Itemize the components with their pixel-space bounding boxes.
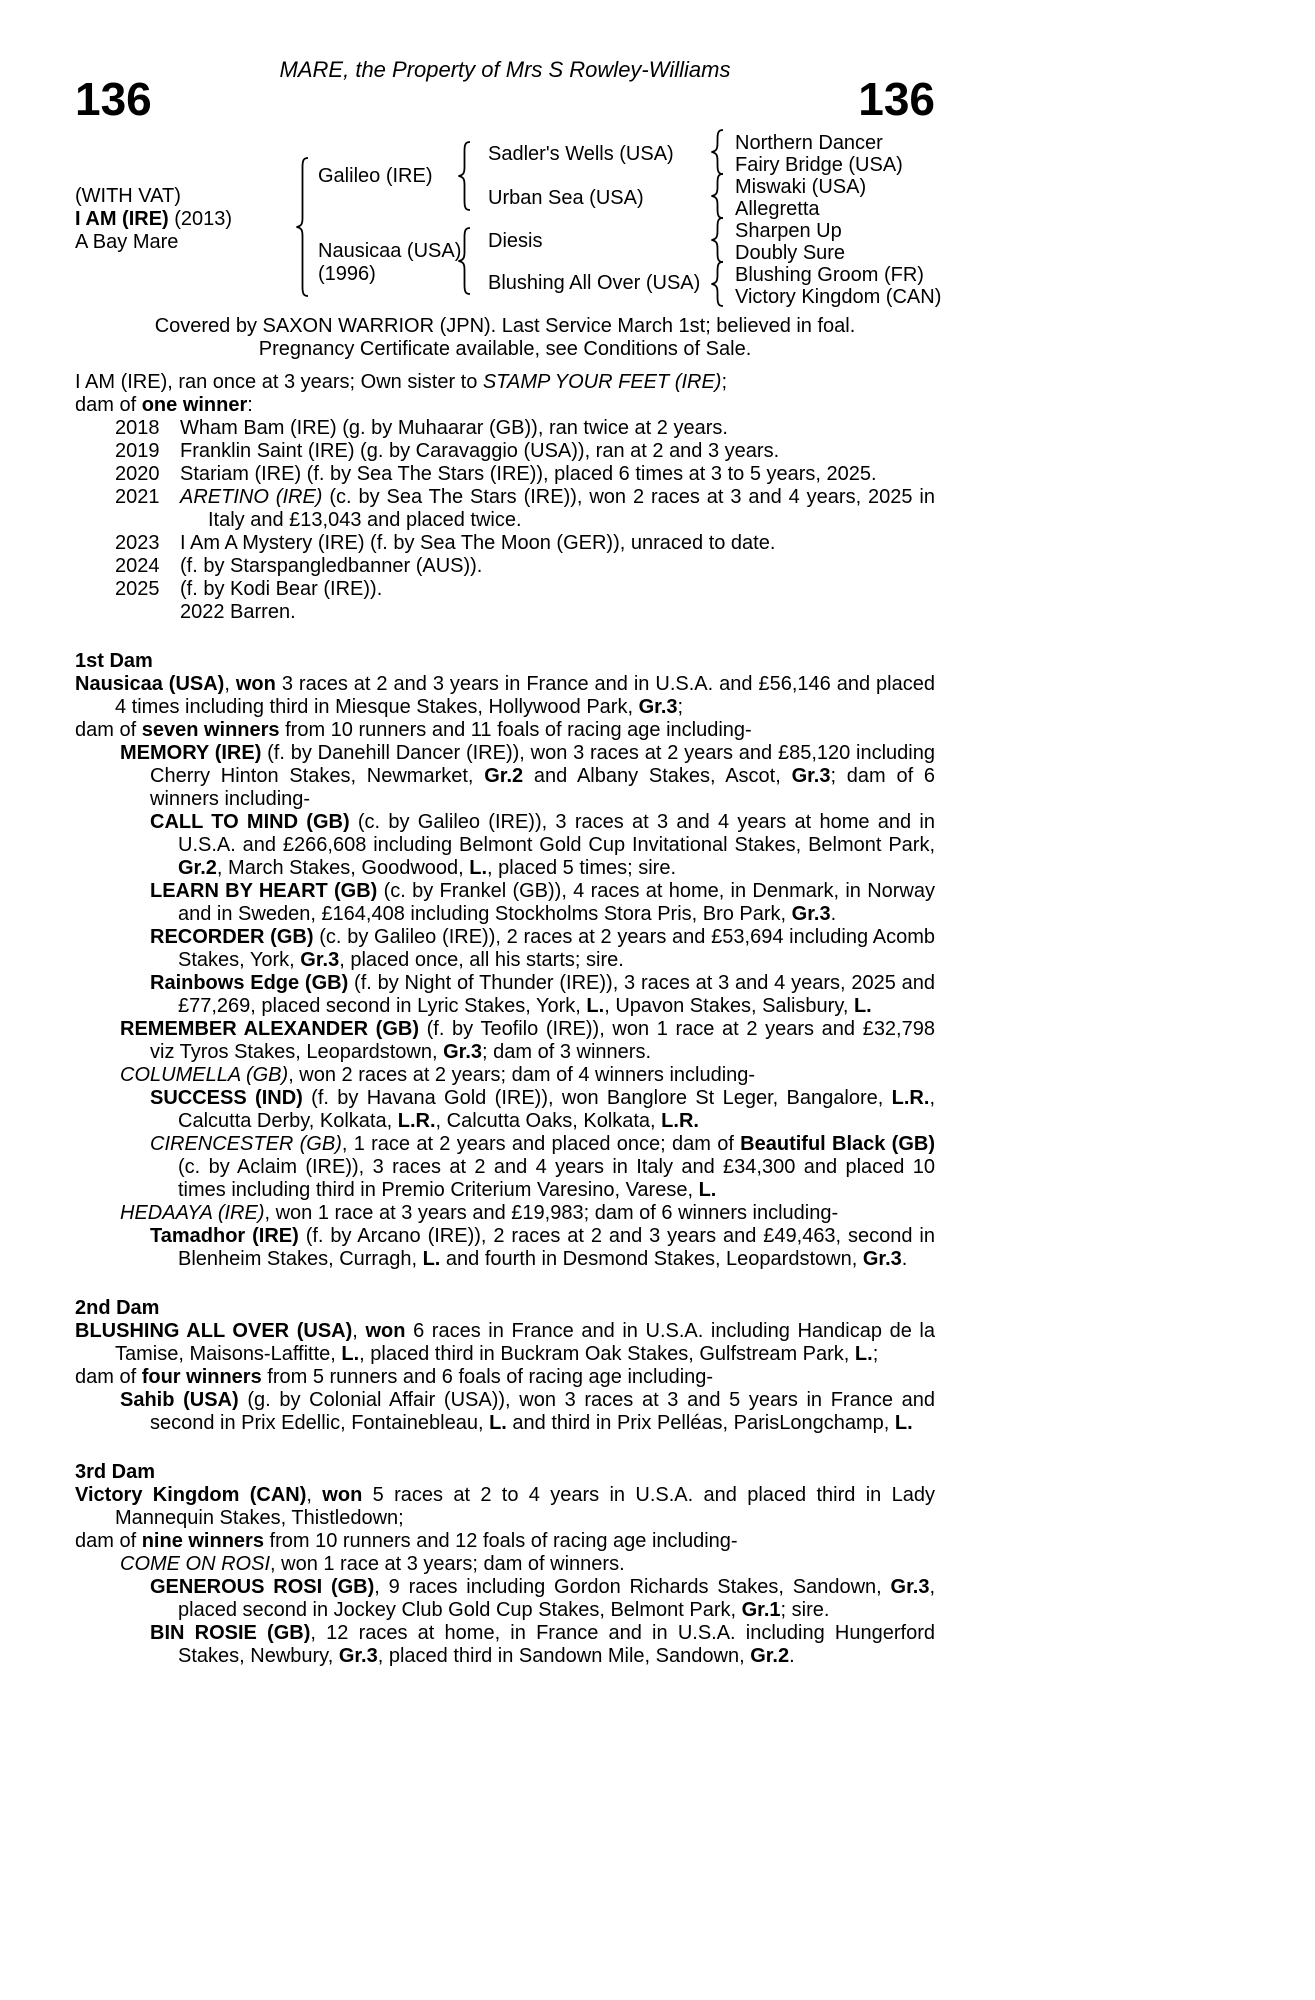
brace-icon bbox=[457, 141, 471, 216]
text-segment: Stariam (IRE) (f. by Sea The Stars (IRE)), placed 6 times at 3 to 5 years, 2025. bbox=[180, 463, 877, 485]
horse-year: (2013) bbox=[168, 208, 233, 230]
pedigree-paragraph bbox=[75, 1622, 935, 1668]
text-segment: CIRENCESTER (GB) bbox=[150, 1133, 342, 1155]
produce-row bbox=[75, 440, 935, 463]
text-segment: Gr.3 bbox=[338, 1645, 378, 1667]
text-segment: Gr.3 bbox=[791, 903, 831, 925]
text-segment: (c. by Aclaim (IRE)), 3 races at 2 and 4 years in Italy and £34,300 and placed 10 times including third in Premio Criterium Varesino, Varese, bbox=[178, 1156, 935, 1201]
text-segment: from 5 runners and 6 foals of racing age including- bbox=[261, 1366, 714, 1388]
pedigree-paragraph bbox=[75, 1087, 935, 1133]
great-grandparent-name: Sharpen Up bbox=[735, 220, 842, 242]
section-heading bbox=[75, 1297, 935, 1320]
lot-number-right: 136 bbox=[858, 73, 935, 125]
text-segment: L.R. bbox=[661, 1110, 699, 1132]
text-segment: , Upavon Stakes, Salisbury, bbox=[604, 995, 854, 1017]
great-grandparent-name: Allegretta bbox=[735, 198, 820, 220]
brace-icon bbox=[457, 227, 471, 300]
pedigree-paragraph bbox=[75, 1553, 935, 1576]
produce-row bbox=[75, 532, 935, 555]
text-segment: 1st Dam bbox=[75, 650, 153, 672]
text-segment: 2022 Barren. bbox=[180, 601, 296, 623]
text-segment: from 10 runners and 11 foals of racing age including- bbox=[279, 719, 752, 741]
text-segment: (f. by Kodi Bear (IRE)). bbox=[180, 578, 383, 600]
text-segment: four winners bbox=[141, 1366, 262, 1388]
text-segment: from 10 runners and 12 foals of racing age including- bbox=[263, 1530, 738, 1552]
pedigree-text bbox=[75, 371, 935, 1668]
text-segment: , won 1 race at 3 years and £19,983; dam of 6 winners including- bbox=[264, 1202, 839, 1224]
grandparent-name: Blushing All Over (USA) bbox=[488, 272, 701, 294]
text-segment: L. bbox=[489, 1412, 507, 1434]
dam-year: (1996) bbox=[318, 263, 376, 285]
text-segment: won bbox=[322, 1484, 363, 1506]
page-header bbox=[75, 0, 935, 125]
text-segment: dam of bbox=[75, 394, 142, 416]
text-segment: 3 races at 2 and 3 years in France and in U.S.A. and £56,146 and placed 4 times including third in Miesque Stakes, Hollywood Park, bbox=[115, 673, 935, 718]
text-segment: 5 races at 2 to 4 years in U.S.A. and placed third in Lady Mannequin Stakes, Thistledown; bbox=[115, 1484, 935, 1529]
text-segment: ; sire. bbox=[780, 1599, 830, 1621]
great-grandparent-name: Miswaki (USA) bbox=[735, 176, 867, 198]
covering-details bbox=[75, 315, 935, 361]
pedigree-paragraph bbox=[75, 880, 935, 926]
text-segment: Gr.2 bbox=[178, 857, 217, 879]
text-segment: (f. by Havana Gold (IRE)), won Banglore St Leger, Bangalore, bbox=[302, 1087, 892, 1109]
text-segment: (c. by Sea The Stars (IRE)), won 2 races at 3 and 4 years, 2025 in Italy and £13,043 and placed twice. bbox=[208, 486, 935, 531]
pedigree-paragraph bbox=[75, 1018, 935, 1064]
text-segment: ; bbox=[677, 696, 684, 718]
text-segment: I AM (IRE), ran once at 3 years; Own sister to bbox=[75, 371, 483, 393]
text-segment: , won 1 race at 3 years; dam of winners. bbox=[270, 1553, 625, 1575]
grandparent-name: Sadler's Wells (USA) bbox=[488, 143, 674, 165]
pedigree-paragraph bbox=[75, 811, 935, 880]
produce-row bbox=[75, 578, 935, 601]
text-segment: , March Stakes, Goodwood, bbox=[216, 857, 470, 879]
grandparent-name: Diesis bbox=[488, 230, 543, 252]
text-segment: ; dam of 3 winners. bbox=[482, 1041, 651, 1063]
text-segment: Wham Bam (IRE) (g. by Muhaarar (GB)), ran twice at 2 years. bbox=[180, 417, 728, 439]
pedigree-paragraph bbox=[75, 394, 935, 417]
pedigree-paragraph bbox=[75, 1389, 935, 1435]
text-segment: , Calcutta Derby, Kolkata, bbox=[178, 1087, 935, 1132]
text-segment: . bbox=[789, 1645, 795, 1667]
text-segment: L. bbox=[586, 995, 605, 1017]
text-segment: L. bbox=[698, 1179, 717, 1201]
text-segment: (c. by Galileo (IRE)), 2 races at 2 years and £53,694 including Acomb Stakes, York, bbox=[178, 926, 935, 971]
pedigree-paragraph bbox=[75, 972, 935, 1018]
text-segment: SUCCESS (IND) bbox=[150, 1087, 303, 1109]
pedigree-paragraph bbox=[75, 1484, 935, 1530]
covered-line-1: Covered by SAXON WARRIOR (JPN). Last Service March 1st; believed in foal. bbox=[154, 315, 856, 337]
text-segment: : bbox=[247, 394, 253, 416]
text-segment: LEARN BY HEART (GB) bbox=[150, 880, 378, 902]
pedigree-paragraph bbox=[75, 926, 935, 972]
text-segment: (f. by Night of Thunder (IRE)), 3 races at 3 and 4 years, 2025 and £77,269, placed second in Lyric Stakes, York, bbox=[178, 972, 935, 1017]
produce-year: 2021 bbox=[115, 486, 160, 508]
text-segment: , placed second in Jockey Club Gold Cup Stakes, Belmont Park, bbox=[178, 1576, 936, 1621]
text-segment: GENEROUS ROSI (GB) bbox=[150, 1576, 375, 1598]
brace-icon bbox=[710, 261, 724, 312]
horse-name: I AM (IRE) bbox=[75, 208, 169, 230]
text-segment: L. bbox=[341, 1343, 360, 1365]
text-segment: Sahib (USA) bbox=[120, 1389, 239, 1411]
text-segment: ARETINO (IRE) bbox=[180, 486, 323, 508]
text-segment: dam of bbox=[75, 1366, 142, 1388]
section-heading bbox=[75, 1461, 935, 1484]
text-segment: , 1 race at 2 years and placed once; dam of bbox=[341, 1133, 741, 1155]
page-title: MARE, the Property of Mrs S Rowley-Williams bbox=[279, 57, 731, 82]
lot-number-left: 136 bbox=[75, 73, 152, 125]
text-segment: 6 races in France and in U.S.A. including Handicap de la Tamise, Maisons-Laffitte, bbox=[115, 1320, 935, 1365]
produce-row bbox=[75, 486, 935, 532]
text-segment: won bbox=[365, 1320, 406, 1342]
pedigree-paragraph bbox=[75, 1133, 935, 1202]
text-segment: L. bbox=[469, 857, 488, 879]
sire-name: Galileo (IRE) bbox=[318, 165, 433, 187]
text-segment: 3rd Dam bbox=[75, 1461, 156, 1483]
dam-name: Nausicaa (USA) bbox=[318, 240, 462, 262]
text-segment: , 12 races at home, in France and in U.S.A. including Hungerford Stakes, Newbury, bbox=[178, 1622, 935, 1667]
text-segment: Gr.3 bbox=[791, 765, 831, 787]
text-segment: Gr.1 bbox=[741, 1599, 781, 1621]
text-segment: , bbox=[352, 1320, 366, 1342]
text-segment: . bbox=[901, 1248, 908, 1270]
text-segment: REMEMBER ALEXANDER (GB) bbox=[120, 1018, 419, 1040]
page-content bbox=[75, 0, 942, 1668]
text-segment: ; bbox=[872, 1343, 879, 1365]
text-segment: (g. by Colonial Affair (USA)), won 3 races at 3 and 5 years in France and second in Prix Edellic, Fontainebleau, bbox=[150, 1389, 935, 1434]
great-grandparent-name: Blushing Groom (FR) bbox=[735, 264, 924, 286]
pedigree-paragraph bbox=[75, 1366, 935, 1389]
text-segment: , bbox=[306, 1484, 323, 1506]
text-segment: L. bbox=[894, 1412, 913, 1434]
text-segment: Gr.3 bbox=[300, 949, 340, 971]
text-segment: BLUSHING ALL OVER (USA) bbox=[75, 1320, 353, 1342]
pedigree-paragraph bbox=[75, 1530, 935, 1553]
text-segment: ; bbox=[721, 371, 728, 393]
section-heading bbox=[75, 650, 935, 673]
text-segment: and fourth in Desmond Stakes, Leopardstown, bbox=[440, 1248, 863, 1270]
produce-row bbox=[75, 463, 935, 486]
grandparent-name: Urban Sea (USA) bbox=[488, 187, 644, 209]
brace-icon bbox=[295, 157, 309, 302]
great-grandparent-name: Northern Dancer bbox=[735, 132, 883, 154]
text-segment: and third in Prix Pelléas, ParisLongchamp, bbox=[506, 1412, 895, 1434]
text-segment: L. bbox=[422, 1248, 441, 1270]
text-segment: Gr.3 bbox=[862, 1248, 902, 1270]
text-segment: (f. by Teofilo (IRE)), won 1 race at 2 years and £32,798 viz Tyros Stakes, Leopardstown, bbox=[150, 1018, 935, 1063]
text-segment: BIN ROSIE (GB) bbox=[150, 1622, 311, 1644]
text-segment: dam of bbox=[75, 719, 142, 741]
text-segment: seven winners bbox=[141, 719, 280, 741]
text-segment: , Calcutta Oaks, Kolkata, bbox=[435, 1110, 662, 1132]
text-segment: ; dam of 6 winners including- bbox=[150, 765, 936, 810]
produce-year: 2023 bbox=[115, 532, 160, 554]
text-segment: nine winners bbox=[141, 1530, 264, 1552]
text-segment: Gr.3 bbox=[638, 696, 678, 718]
pedigree-paragraph bbox=[75, 1576, 935, 1622]
pedigree-paragraph bbox=[75, 1320, 935, 1366]
great-grandparent-name: Fairy Bridge (USA) bbox=[735, 154, 903, 176]
text-segment: Gr.2 bbox=[750, 1645, 790, 1667]
text-segment: L. bbox=[854, 1343, 873, 1365]
text-segment: Gr.3 bbox=[890, 1576, 930, 1598]
text-segment: , placed once, all his starts; sire. bbox=[339, 949, 624, 971]
horse-name-line bbox=[75, 208, 232, 230]
covered-line-2: Pregnancy Certificate available, see Conditions of Sale. bbox=[258, 338, 752, 360]
text-segment: (f. by Danehill Dancer (IRE)), won 3 races at 2 years and £85,120 including Cherry Hinton Stakes, Newmarket, bbox=[150, 742, 935, 787]
produce-year: 2025 bbox=[115, 578, 160, 600]
text-segment: one winner bbox=[141, 394, 248, 416]
text-segment: 2nd Dam bbox=[75, 1297, 160, 1319]
text-segment: CALL TO MIND (GB) bbox=[150, 811, 350, 833]
text-segment: , bbox=[224, 673, 236, 695]
text-segment: Gr.3 bbox=[443, 1041, 483, 1063]
text-segment: I Am A Mystery (IRE) (f. by Sea The Moon (GER)), unraced to date. bbox=[180, 532, 776, 554]
text-segment: COME ON ROSI bbox=[120, 1553, 271, 1575]
produce-row bbox=[75, 601, 935, 624]
text-segment: STAMP YOUR FEET (IRE) bbox=[482, 371, 722, 393]
text-segment: Franklin Saint (IRE) (g. by Caravaggio (USA)), ran at 2 and 3 years. bbox=[180, 440, 780, 462]
text-segment: L.R. bbox=[891, 1087, 930, 1109]
pedigree-paragraph bbox=[75, 1225, 935, 1271]
pedigree-paragraph bbox=[75, 719, 935, 742]
produce-year: 2024 bbox=[115, 555, 160, 577]
text-segment: (f. by Starspangledbanner (AUS)). bbox=[180, 555, 483, 577]
text-segment: RECORDER (GB) bbox=[150, 926, 314, 948]
text-segment: Gr.2 bbox=[484, 765, 524, 787]
text-segment: MEMORY (IRE) bbox=[120, 742, 262, 764]
great-grandparent-name: Doubly Sure bbox=[735, 242, 846, 264]
text-segment: HEDAAYA (IRE) bbox=[120, 1202, 265, 1224]
horse-description: A Bay Mare bbox=[75, 231, 179, 253]
text-segment: won bbox=[235, 673, 276, 695]
text-segment: Rainbows Edge (GB) bbox=[150, 972, 349, 994]
great-grandparent-name: Victory Kingdom (CAN) bbox=[735, 286, 942, 308]
pedigree-paragraph bbox=[75, 673, 935, 719]
text-segment: , won 2 races at 2 years; dam of 4 winners including- bbox=[288, 1064, 756, 1086]
vat-note: (WITH VAT) bbox=[75, 185, 181, 207]
text-segment: Tamadhor (IRE) bbox=[150, 1225, 299, 1247]
text-segment: Nausicaa (USA) bbox=[75, 673, 225, 695]
pedigree-paragraph bbox=[75, 1202, 935, 1225]
text-segment: L.R. bbox=[397, 1110, 436, 1132]
produce-year: 2020 bbox=[115, 463, 160, 485]
text-segment: , 9 races including Gordon Richards Stakes, Sandown, bbox=[374, 1576, 891, 1598]
text-segment: Beautiful Black (GB) bbox=[740, 1133, 935, 1155]
text-segment: (f. by Arcano (IRE)), 2 races at 2 and 3 years and £49,463, second in Blenheim Stakes, Curragh, bbox=[178, 1225, 935, 1270]
produce-row bbox=[75, 555, 935, 578]
text-segment: , placed third in Buckram Oak Stakes, Gulfstream Park, bbox=[359, 1343, 855, 1365]
text-segment: L. bbox=[853, 995, 872, 1017]
text-segment: dam of bbox=[75, 1530, 142, 1552]
produce-year: 2019 bbox=[115, 440, 160, 462]
produce-row bbox=[75, 417, 935, 440]
text-segment: (c. by Frankel (GB)), 4 races at home, in Denmark, in Norway and in Sweden, £164,408 including Stockholms Stora Pris, Bro Park, bbox=[178, 880, 935, 925]
text-segment: , placed 5 times; sire. bbox=[487, 857, 677, 879]
pedigree-table bbox=[75, 125, 942, 313]
text-segment: and Albany Stakes, Ascot, bbox=[523, 765, 792, 787]
pedigree-paragraph bbox=[75, 742, 935, 811]
text-segment: COLUMELLA (GB) bbox=[120, 1064, 289, 1086]
text-segment: (c. by Galileo (IRE)), 3 races at 3 and 4 years at home and in U.S.A. and £266,608 including Belmont Gold Cup Invitational Stakes, Belmont Park, bbox=[178, 811, 935, 856]
pedigree-paragraph bbox=[75, 1064, 935, 1087]
text-segment: . bbox=[830, 903, 837, 925]
text-segment: , placed third in Sandown Mile, Sandown, bbox=[377, 1645, 751, 1667]
pedigree-paragraph bbox=[75, 371, 935, 394]
produce-year: 2018 bbox=[115, 417, 160, 439]
text-segment: Victory Kingdom (CAN) bbox=[75, 1484, 307, 1506]
